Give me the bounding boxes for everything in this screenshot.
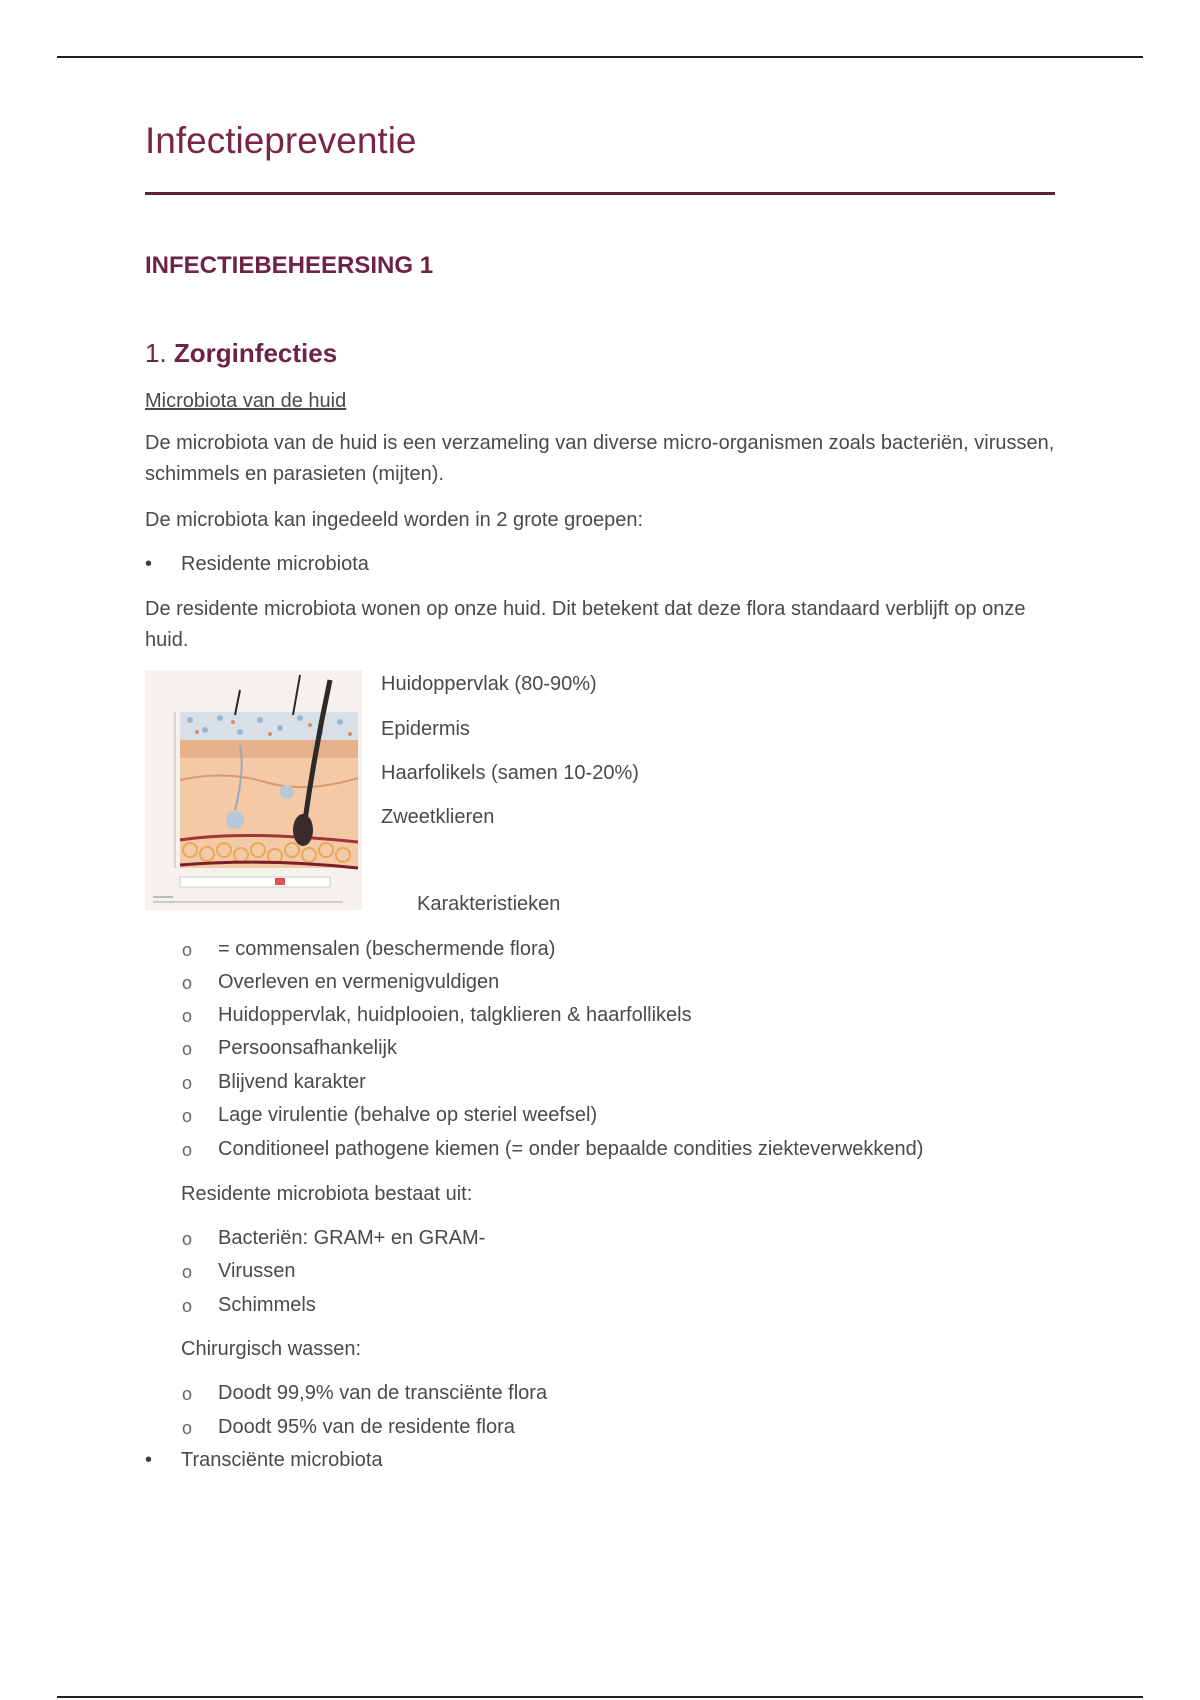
list-item: Huidoppervlak, huidplooien, talgklieren & haarfollikels: [218, 1004, 692, 1026]
list-marker: o: [182, 973, 193, 993]
list-item: = commensalen (beschermende flora): [218, 938, 556, 960]
figure-label: Epidermis: [381, 718, 470, 740]
list-item: Lage virulentie (behalve op steriel weefsel): [218, 1104, 598, 1126]
list-marker: o: [182, 1418, 193, 1438]
footer-rule: [57, 1696, 1143, 1698]
figure-label: Huidoppervlak (80-90%): [381, 673, 597, 695]
figure-caption: Karakteristieken: [417, 893, 561, 915]
bullet-marker: •: [145, 1449, 153, 1471]
subheading-microbiota: Microbiota van de huid: [145, 390, 347, 412]
list-item: Persoonsafhankelijk: [218, 1037, 397, 1059]
list-marker: o: [182, 1039, 193, 1059]
chapter-number: 1.: [145, 338, 167, 368]
list-item: Overleven en vermenigvuldigen: [218, 971, 500, 993]
bullet-residente: Residente microbiota: [181, 553, 369, 575]
section-heading: INFECTIEBEHEERSING 1: [145, 252, 434, 279]
list-item: Blijvend karakter: [218, 1071, 366, 1093]
document-title: Infectiepreventie: [145, 120, 417, 161]
list-item: Schimmels: [218, 1294, 316, 1316]
list-marker: o: [182, 1296, 193, 1316]
composition-intro: Residente microbiota bestaat uit:: [181, 1183, 473, 1205]
skin-diagram-icon: [145, 670, 362, 910]
list-marker: o: [182, 1384, 193, 1404]
list-marker: o: [182, 1073, 193, 1093]
bullet-transcient: Transciënte microbiota: [181, 1449, 383, 1471]
skin-layers-figure: [145, 670, 362, 910]
figure-label: Zweetklieren: [381, 806, 495, 828]
list-item: Virussen: [218, 1260, 296, 1282]
list-marker: o: [182, 1140, 193, 1160]
list-marker: o: [182, 1229, 193, 1249]
surgical-intro: Chirurgisch wassen:: [181, 1338, 362, 1360]
figure-label: Haarfolikels (samen 10-20%): [381, 762, 639, 784]
list-marker: o: [182, 940, 193, 960]
paragraph-definition: De microbiota van de huid is een verzameling van diverse micro-organismen zoals bacteriën, virussen, schimmels en parasieten (mijten).: [145, 432, 1055, 485]
bullet-marker: •: [145, 553, 153, 575]
list-item: Bacteriën: GRAM+ en GRAM-: [218, 1227, 486, 1249]
chapter-title: Zorginfecties: [173, 338, 338, 368]
list-marker: o: [182, 1006, 193, 1026]
paragraph-residente: De residente microbiota wonen op onze huid. Dit betekent dat deze flora standaard verblijft op onze huid.: [145, 598, 1026, 651]
paragraph-groups: De microbiota kan ingedeeld worden in 2 grote groepen:: [145, 509, 644, 531]
list-marker: o: [182, 1106, 193, 1126]
chapter-heading: [145, 338, 337, 369]
title-underline: [145, 192, 1055, 195]
list-item: Doodt 99,9% van de transciënte flora: [218, 1382, 548, 1404]
list-item: Doodt 95% van de residente flora: [218, 1416, 515, 1438]
list-marker: o: [182, 1262, 193, 1282]
list-item: Conditioneel pathogene kiemen (= onder bepaalde condities ziekteverwekkend): [218, 1138, 924, 1160]
header-rule: [57, 56, 1143, 58]
